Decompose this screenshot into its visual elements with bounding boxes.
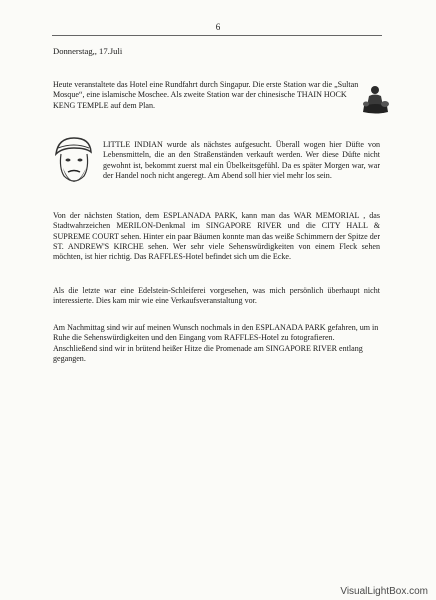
paragraph-esplanada-park: Von der nächsten Station, dem ESPLANADA PARK, kann man das WAR MEMORIAL , das Stadtwahrzeichen MERILON-Denkmal im SINGAPORE RIVER und die CITY HALL & SUPREME COURT sehen. Hinter ein paar Bäumen konnte man das weiße Schimmern der Spitze der ST. ANDREW'S KIRCHE sehen. Wer sehr viele Sehenswürdigkeiten von einem Fleck sehen möchten, ist hier richtig. Das RAFFLES-Hotel befindet sich um die Ecke.	[53, 211, 380, 262]
watermark-text: VisualLightBox.com	[340, 586, 428, 597]
paragraph-afternoon: Am Nachmittag sind wir auf meinen Wunsch nochmals in den ESPLANADA PARK gefahren, um in Ruhe die Sehenswürdigkeiten und den Eingang vom RAFFLES-Hotel zu fotografieren. Anschließend sind wir in brütend heißer Hitze die Promenade am SINGAPORE RIVER entlang gegangen.	[53, 323, 379, 364]
entry-date: Donnerstag,, 17.Juli	[53, 46, 123, 56]
paragraph-city-tour: Heute veranstaltete das Hotel eine Rundfahrt durch Singapur. Die erste Station war die „Sultan Mosque“, eine islamische Moschee. Als zweite Station war der chinesische THAIN HOCK KENG TEMPLE auf dem Plan.	[53, 80, 359, 110]
turbaned-man-portrait-image	[46, 134, 99, 194]
paragraph-gem-workshop: Als die letzte war eine Edelstein-Schleiferei vorgesehen, was mich persönlich überhaupt nicht interessierte. Dies kam mir wie eine Verkaufsveranstaltung vor.	[53, 286, 380, 306]
seated-drummer-image	[361, 84, 391, 116]
page-number: 6	[215, 22, 221, 32]
paragraph-little-india: LITTLE INDIAN wurde als nächstes aufgesucht. Überall wogen hier Düfte von Lebensmitteln, die an den Straßenständen verkauft werden. Wer diese Düfte nicht gewohnt ist, bekommt zuerst mal ein Übelkeitsgefühl. Da es später Morgen war, war der Handel noch nicht angeregt. Am Abend soll hier viel mehr los sein.	[103, 140, 380, 181]
header-rule	[52, 35, 382, 36]
